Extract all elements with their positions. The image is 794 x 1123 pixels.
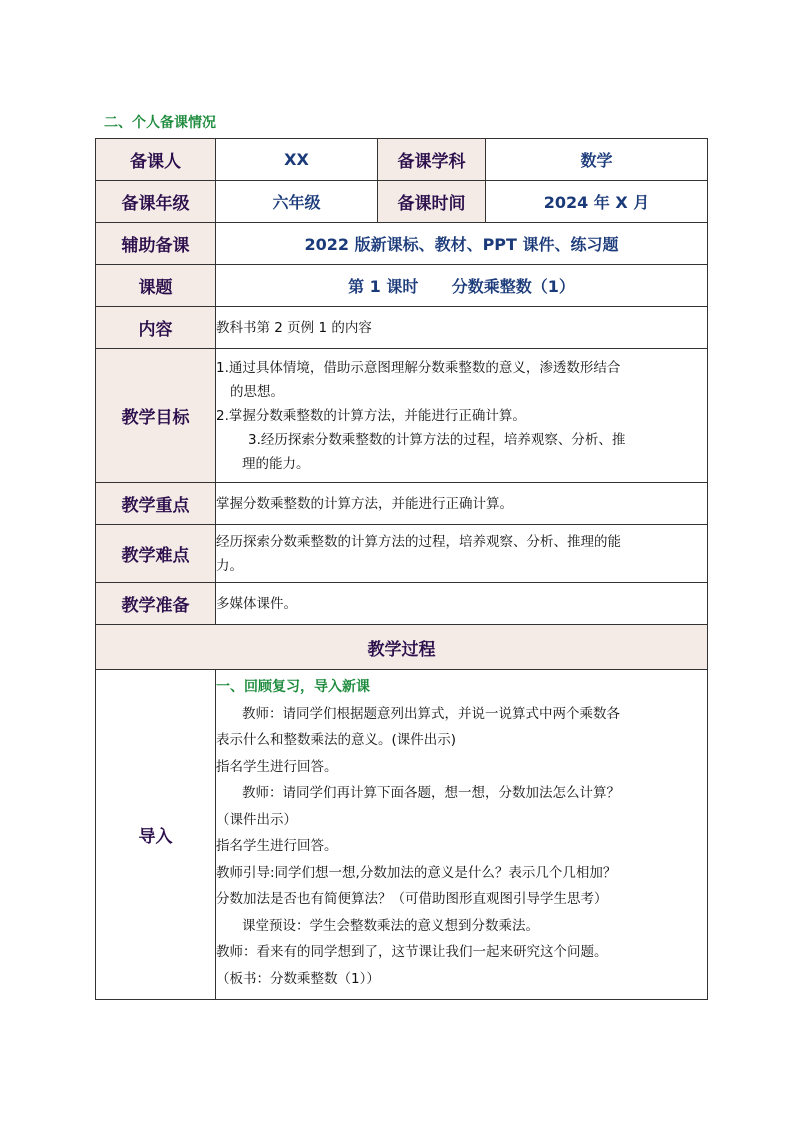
value-subject: 数学 — [486, 139, 708, 181]
label-grade: 备课年级 — [96, 181, 216, 223]
objective-line: 3.经历探索分数乘整数的计算方法的过程，培养观察、分析、推 — [248, 431, 626, 448]
label-objectives: 教学目标 — [96, 349, 216, 483]
objective-line: 理的能力。 — [242, 455, 310, 472]
intro-line: 教师引导:同学们想一想,分数加法的意义是什么？表示几个几相加？ — [216, 864, 617, 881]
value-objectives — [216, 349, 708, 483]
value-time: 2024 年 X 月 — [486, 181, 708, 223]
row-key-points — [96, 483, 708, 525]
label-intro: 导入 — [96, 670, 216, 1000]
objective-line: 1.通过具体情境，借助示意图理解分数乘整数的意义，渗透数形结合 — [216, 359, 621, 376]
value-topic: 第 1 课时 分数乘整数（1） — [216, 265, 708, 307]
row-grade — [96, 181, 708, 223]
row-content — [96, 307, 708, 349]
label-difficulties: 教学难点 — [96, 525, 216, 583]
label-preparation: 教学准备 — [96, 583, 216, 625]
intro-line: 指名学生进行回答。 — [216, 758, 338, 775]
intro-line: 指名学生进行回答。 — [216, 838, 338, 854]
value-preparation: 多媒体课件。 — [216, 583, 708, 625]
intro-line: 教师：看来有的同学想到了，这节课让我们一起来研究这个问题。 — [216, 944, 608, 960]
intro-line: （板书：分数乘整数（1）） — [216, 970, 380, 987]
lesson-plan-table — [95, 138, 708, 1000]
row-process-title — [96, 625, 708, 670]
label-subject: 备课学科 — [378, 139, 486, 181]
value-content: 教科书第 2 页例 1 的内容 — [216, 307, 708, 349]
label-preparer: 备课人 — [96, 139, 216, 181]
row-preparation — [96, 583, 708, 625]
intro-line: 分数加法是否也有简便算法？（可借助图形直观图引导学生思考） — [216, 891, 608, 907]
difficulty-line: 经历探索分数乘整数的计算方法的过程，培养观察、分析、推理的能 — [216, 533, 621, 550]
value-aux: 2022 版新课标、教材、PPT 课件、练习题 — [216, 223, 708, 265]
row-topic — [96, 265, 708, 307]
row-aux — [96, 223, 708, 265]
row-preparer — [96, 139, 708, 181]
intro-line: （课件出示） — [216, 811, 297, 828]
label-topic: 课题 — [96, 265, 216, 307]
value-intro — [216, 670, 708, 1000]
objective-line: 2.掌握分数乘整数的计算方法，并能进行正确计算。 — [216, 407, 526, 424]
row-intro — [96, 670, 708, 1000]
label-key-points: 教学重点 — [96, 483, 216, 525]
process-title: 教学过程 — [96, 625, 708, 670]
intro-line: 课堂预设：学生会整数乘法的意义想到分数乘法。 — [242, 917, 539, 934]
row-objectives — [96, 349, 708, 483]
value-difficulties — [216, 525, 708, 583]
intro-line: 教师：请同学们再计算下面各题，想一想，分数加法怎么计算？ — [242, 785, 620, 801]
label-content: 内容 — [96, 307, 216, 349]
row-difficulties — [96, 525, 708, 583]
label-aux: 辅助备课 — [96, 223, 216, 265]
intro-heading: 一、回顾复习，导入新课 — [216, 679, 370, 695]
value-grade: 六年级 — [216, 181, 378, 223]
difficulty-line: 力。 — [216, 557, 243, 574]
section-title: 二、个人备课情况 — [104, 115, 216, 131]
value-preparer: XX — [216, 139, 378, 181]
objective-line: 的思想。 — [230, 383, 284, 400]
intro-line: 教师：请同学们根据题意列出算式，并说一说算式中两个乘数各 — [242, 705, 620, 722]
label-time: 备课时间 — [378, 181, 486, 223]
intro-line: 表示什么和整数乘法的意义。(课件出示) — [216, 732, 457, 748]
value-key-points: 掌握分数乘整数的计算方法，并能进行正确计算。 — [216, 483, 708, 525]
